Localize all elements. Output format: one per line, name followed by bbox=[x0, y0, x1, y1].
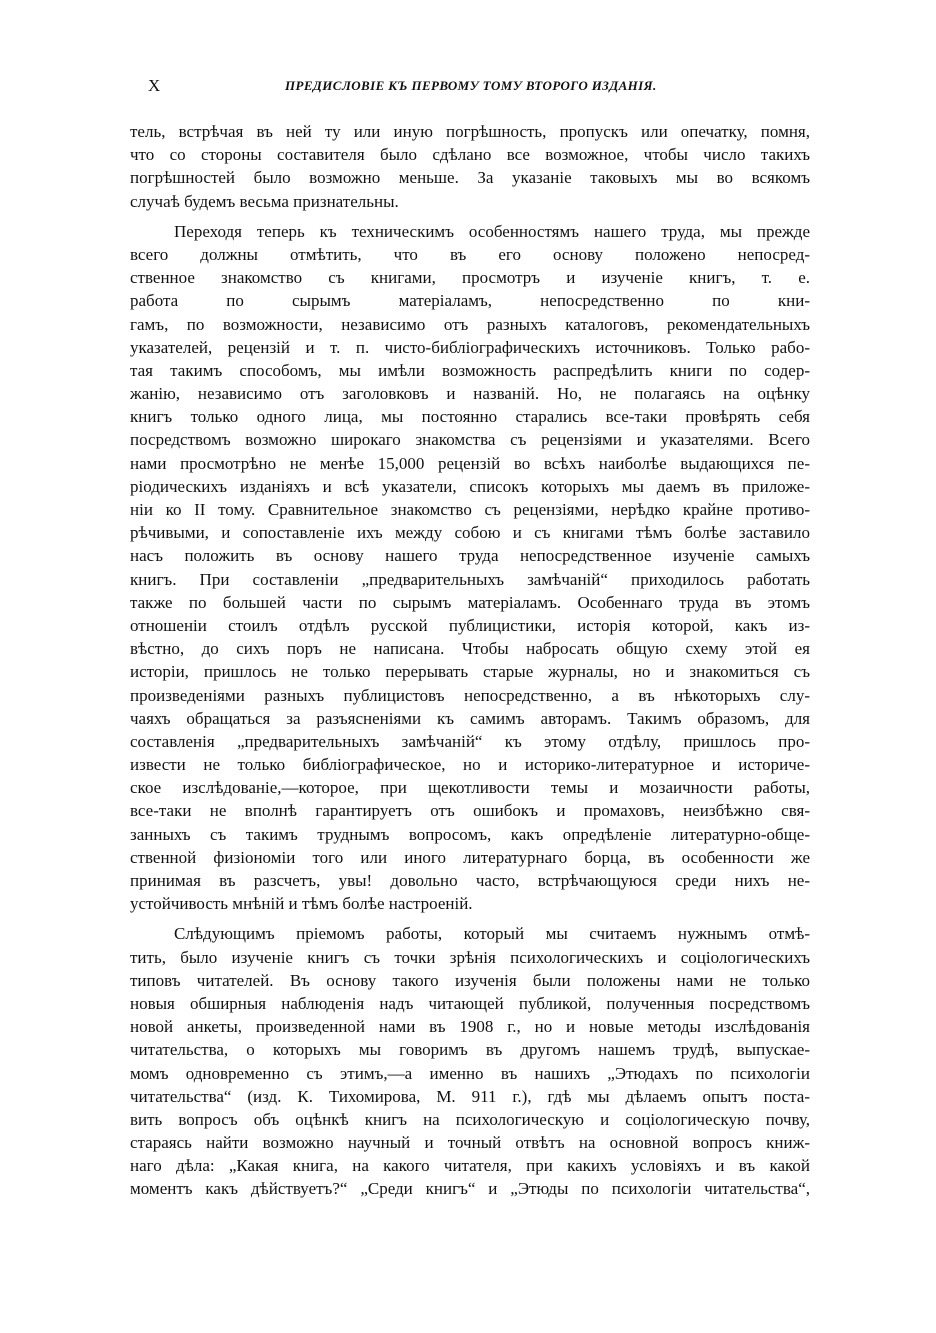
text-line: чаяхъ обращаться за разъясненіями къ самимъ авторамъ. Такимъ образомъ, для bbox=[130, 708, 810, 728]
text-line: занныхъ съ такимъ труднымъ вопросомъ, какъ опредѣленіе литературно-обще- bbox=[130, 824, 810, 844]
text-line: посредствомъ возможно широкаго знакомства съ рецензіями и указателями. Всего bbox=[130, 430, 810, 450]
text-line: нами просмотрѣно не менѣе 15,000 рецензій во всѣхъ наиболѣе выдающихся пе- bbox=[130, 453, 810, 473]
text-line: ственной физіономіи того или иного литературнаго борца, въ особенности же bbox=[130, 847, 810, 867]
text-line: ніи ко II тому. Сравнительное знакомство съ рецензіями, нерѣдко крайне противо- bbox=[130, 500, 810, 519]
text-line: извести не только библіографическое, но и историко-литературное и историче- bbox=[130, 755, 810, 775]
text-line: погрѣшностей было возможно меньше. За указаніе таковыхъ мы во всякомъ bbox=[130, 168, 810, 188]
page-header bbox=[130, 76, 810, 100]
text-line: отношеніи стоилъ отдѣлъ русской публицистики, исторія которой, какъ из- bbox=[130, 615, 810, 635]
text-line: стараясь найти возможно научный и точный отвѣтъ на основной вопросъ книж- bbox=[130, 1133, 810, 1153]
body-text bbox=[130, 120, 810, 1201]
text-line: принимая въ разсчетъ, увы! довольно часто, встрѣчающуюся среди нихъ не- bbox=[130, 871, 810, 890]
text-line: момъ одновременно съ этимъ,—а именно въ нашихъ „Этюдахъ по психологіи bbox=[130, 1063, 810, 1083]
text-line: рѣчивыми, и сопоставленіе ихъ между собою и съ книгами тѣмъ болѣе заставило bbox=[130, 523, 810, 543]
text-line: книгъ только одного лица, мы постоянно старались все-таки провѣрять себя bbox=[130, 407, 810, 427]
text-line: тель, встрѣчая въ ней ту или иную погрѣшность, пропускъ или опечатку, помня, bbox=[130, 122, 810, 141]
text-line: ственное знакомство съ книгами, просмотръ и изученіе книгъ, т. е. bbox=[130, 268, 810, 288]
text-line: моментъ какъ дѣйствуетъ?“ „Среди книгъ“ и „Этюды по психологіи читательства“, bbox=[130, 1179, 810, 1199]
text-line: также по большей части по сырымъ матеріаламъ. Особеннаго труда въ этомъ bbox=[130, 592, 810, 612]
text-line: книгъ. При составленіи „предварительныхъ замѣчаній“ приходилось работать bbox=[130, 569, 810, 589]
text-line: произведеніями разныхъ публицистовъ непосредственно, а въ нѣкоторыхъ слу- bbox=[130, 685, 810, 705]
text-line: вѣстно, до сихъ поръ не написана. Чтобы набросать общую схему этой ея bbox=[130, 639, 810, 659]
text-line: тить, было изученіе книгъ съ точки зрѣнія психологическихъ и соціологическихъ bbox=[130, 947, 810, 967]
text-line: насъ положить въ основу нашего труда непосредственное изученіе самыхъ bbox=[130, 546, 810, 566]
text-line: тая такимъ способомъ, мы имѣли возможность распредѣлить книги по содер- bbox=[130, 360, 810, 380]
page-number: X bbox=[148, 76, 162, 95]
text-line: наго дѣла: „Какая книга, на какого читателя, при какихъ условіяхъ и въ какой bbox=[130, 1156, 810, 1176]
text-line: что со стороны составителя было сдѣлано все возможное, чтобы число такихъ bbox=[130, 145, 810, 165]
text-line: типовъ читателей. Въ основу такого изученія были положены нами не только bbox=[130, 970, 810, 990]
text-line: случаѣ будемъ весьма признательны. bbox=[130, 191, 399, 211]
text-line: новыя обширныя наблюденія надъ читающей публикой, полученныя посредствомъ bbox=[130, 993, 810, 1013]
text-line: исторіи, пришлось не только перерывать старые журналы, но и знакомиться съ bbox=[130, 662, 810, 682]
text-line: гамъ, по возможности, независимо отъ разныхъ каталоговъ, рекомендательныхъ bbox=[130, 314, 810, 334]
text-line: ское изслѣдованіе,—которое, при щекотливости темы и мозаичности работы, bbox=[130, 778, 810, 798]
text-line: работа по сырымъ матеріаламъ, непосредственно по кни- bbox=[130, 291, 810, 311]
text-line: вить вопросъ объ оцѣнкѣ книгъ на психологическую и соціологическую почву, bbox=[130, 1109, 810, 1129]
running-title: ПРЕДИСЛОВІЕ КЪ ПЕРВОМУ ТОМУ ВТОРОГО ИЗДАНІЯ. bbox=[285, 78, 657, 93]
paragraph-3 bbox=[130, 922, 810, 1200]
text-line: составленія „предварительныхъ замѣчаній“ къ этому отдѣлу, пришлось про- bbox=[130, 731, 810, 751]
text-line: все-таки не вполнѣ гарантируетъ отъ ошибокъ и промаховъ, неизбѣжно свя- bbox=[130, 801, 810, 821]
text-line: указателей, рецензій и т. п. чисто-библіографическихъ источниковъ. Только рабо- bbox=[130, 337, 810, 357]
paragraph-1 bbox=[130, 120, 810, 213]
text-line: читательства“ (изд. К. Тихомирова, М. 911 г.), гдѣ мы дѣлаемъ опытъ поста- bbox=[130, 1086, 810, 1106]
text-line: Переходя теперь къ техническимъ особенностямъ нашего труда, мы прежде bbox=[174, 221, 810, 241]
text-line: ріодическихъ изданіяхъ и всѣ указатели, списокъ которыхъ мы даемъ въ приложе- bbox=[130, 476, 810, 496]
text-line: устойчивость мнѣній и тѣмъ болѣе настроеній. bbox=[130, 894, 473, 914]
text-line: жанію, независимо отъ заголовковъ и названій. Но, не полагаясь на оцѣнку bbox=[130, 384, 810, 404]
text-line: Слѣдующимъ пріемомъ работы, который мы считаемъ нужнымъ отмѣ- bbox=[174, 924, 810, 944]
text-line: новой анкеты, произведенной нами въ 1908 г., но и новые методы изслѣдованія bbox=[130, 1017, 810, 1037]
text-line: читательства, о которыхъ мы говоримъ въ другомъ нашемъ трудѣ, выпускае- bbox=[130, 1040, 810, 1060]
text-line: всего должны отмѣтить, что въ его основу положено непосред- bbox=[130, 244, 810, 264]
paragraph-2 bbox=[130, 220, 810, 916]
